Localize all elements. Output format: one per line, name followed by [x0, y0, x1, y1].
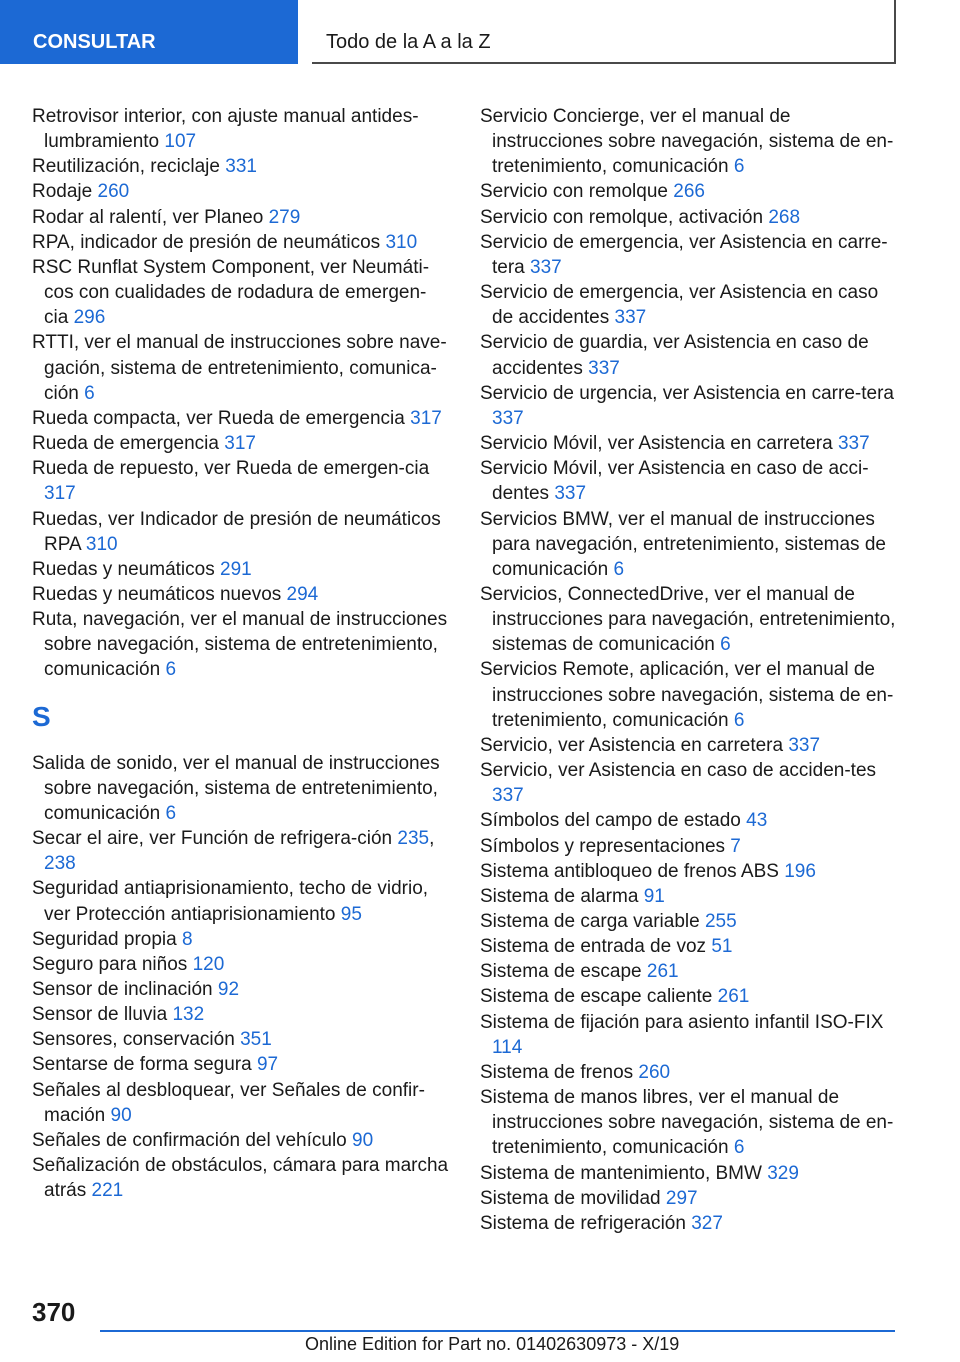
- index-entry: [32, 1153, 450, 1203]
- index-entry-text: Rodar al ralentí, ver Planeo: [32, 206, 264, 228]
- page-reference-link[interactable]: 327: [691, 1212, 723, 1234]
- index-entry-text: Señales al desbloquear, ver Señales de confir-mación: [32, 1079, 425, 1126]
- page-number: 370: [32, 1297, 76, 1327]
- index-column-left: [32, 104, 450, 1203]
- index-entry: [32, 1052, 450, 1077]
- index-entry: [32, 330, 450, 405]
- section-letter: S: [32, 700, 51, 732]
- index-entry-text: Servicios Remote, aplicación, ver el manual de instrucciones sobre navegación, sistema de en-tretenimiento, comunicación: [480, 659, 894, 731]
- index-entry-text: Señales de confirmación del vehículo: [32, 1129, 347, 1151]
- index-entry-text: Rueda de emergencia: [32, 433, 219, 455]
- index-entry: [32, 1128, 450, 1153]
- index-entry-text: Sistema de frenos: [480, 1061, 634, 1083]
- index-entry-text: Rueda compacta, ver Rueda de emergencia: [32, 407, 405, 429]
- index-entry-text: Servicio Móvil, ver Asistencia en carretera: [480, 433, 833, 455]
- index-entry: [480, 230, 898, 280]
- page-reference-link[interactable]: 291: [220, 558, 252, 580]
- index-entry: [480, 280, 898, 330]
- index-entry: [32, 977, 450, 1002]
- index-entry: [480, 381, 898, 431]
- index-entry-text: Ruedas, ver Indicador de presión de neumáticos RPA: [32, 508, 441, 555]
- index-entry: [32, 507, 450, 557]
- page-reference-link[interactable]: 266: [673, 181, 705, 203]
- index-entry: [480, 1085, 898, 1160]
- index-entry: [32, 582, 450, 607]
- page-reference-link[interactable]: 6: [613, 558, 625, 580]
- index-entry-text: Sistema de mantenimiento, BMW: [480, 1162, 762, 1184]
- index-entry: [32, 255, 450, 330]
- index-entry-text: Ruedas y neumáticos: [32, 558, 215, 580]
- page-reference-link[interactable]: 310: [85, 533, 118, 555]
- index-entry: [32, 927, 450, 952]
- index-entry: [480, 984, 898, 1009]
- index-entry: [32, 230, 450, 255]
- index-entry-text: Símbolos del campo de estado: [480, 810, 741, 832]
- index-entry: [480, 205, 898, 230]
- footer-divider: [100, 1330, 895, 1332]
- index-entry: [32, 406, 450, 431]
- index-entry: [32, 1078, 450, 1128]
- edition-footer: Online Edition for Part no. 01402630973 - X/19: [305, 1334, 680, 1354]
- index-entry-text: RSC Runflat System Component, ver Neumáti-cos con cualidades de rodadura de emergen-cia: [32, 256, 430, 329]
- index-entry-text: Sistema de carga variable: [480, 911, 700, 932]
- page-reference-link[interactable]: 337: [788, 734, 821, 756]
- page-reference-link[interactable]: 294: [286, 583, 319, 605]
- page-reference-link[interactable]: 337: [554, 483, 587, 505]
- index-column-right: [480, 104, 898, 1236]
- index-entry-text: Servicio, ver Asistencia en carretera: [480, 734, 784, 756]
- index-entry: [480, 431, 898, 456]
- index-entry: [480, 808, 898, 833]
- index-entry: [480, 1211, 898, 1236]
- index-entry: [480, 859, 898, 884]
- index-entry-text: Sistema de manos libres, ver el manual de instrucciones sobre navegación, sistema de en-tretenimiento, comunicación: [480, 1087, 894, 1159]
- page-reference-link[interactable]: 132: [172, 1004, 205, 1026]
- index-entry: [480, 1161, 898, 1186]
- index-entry: [32, 431, 450, 456]
- index-entry-text: Secar el aire, ver Función de refrigera-ción: [32, 828, 393, 850]
- index-entry: [480, 657, 898, 732]
- index-entry: [32, 104, 450, 154]
- page-reference-link[interactable]: 317: [410, 407, 442, 429]
- index-entry-text: Sistema de movilidad: [480, 1187, 661, 1209]
- index-entry-text: Ruedas y neumáticos nuevos: [32, 583, 282, 605]
- page-reference-link[interactable]: 51: [711, 936, 733, 958]
- index-entry: [480, 834, 898, 859]
- index-entry: [480, 909, 898, 934]
- index-entry-text: Ruta, navegación, ver el manual de instrucciones sobre navegación, sistema de entretenimiento, comunicación: [32, 609, 448, 681]
- page-header-title: Todo de la A a la Z: [312, 0, 896, 64]
- index-entry: [480, 330, 898, 380]
- page-reference-link[interactable]: 317: [44, 483, 76, 505]
- page-reference-link[interactable]: 351: [240, 1029, 272, 1051]
- index-entry-text: Sensor de lluvia: [32, 1004, 168, 1026]
- page-reference-link[interactable]: 6: [733, 156, 745, 178]
- page-reference-link[interactable]: 221: [91, 1180, 124, 1202]
- index-entry: [480, 884, 898, 909]
- page-reference-link[interactable]: 297: [665, 1187, 698, 1209]
- page-reference-link[interactable]: 337: [492, 407, 524, 429]
- page-reference-link[interactable]: 235: [397, 828, 430, 850]
- index-entry-text: Sensor de inclinación: [32, 979, 213, 1000]
- page-reference-link[interactable]: 43: [746, 810, 768, 832]
- index-entry-text: Servicio de urgencia, ver Asistencia en carre-tera: [480, 382, 894, 404]
- index-entry: [480, 733, 898, 758]
- page-reference-link[interactable]: 6: [733, 709, 745, 731]
- index-entry-text: Señalización de obstáculos, cámara para marcha atrás: [32, 1155, 449, 1202]
- index-entry: [480, 104, 898, 179]
- page-reference-link[interactable]: 8: [182, 928, 193, 950]
- index-entry: [32, 952, 450, 977]
- index-entry-text: Servicio, ver Asistencia en caso de acciden-tes: [480, 760, 877, 782]
- index-entry-text: Servicios BMW, ver el manual de instrucciones para navegación, entretenimiento, sistemas de comunicación: [480, 508, 886, 580]
- index-entry-text: Servicios, ConnectedDrive, ver el manual de instrucciones para navegación, entretenimiento, sistemas de comunicación: [480, 583, 896, 656]
- page-reference-link[interactable]: 337: [588, 357, 620, 379]
- index-entry-text: Sistema de alarma: [480, 885, 639, 907]
- page-reference-link[interactable]: 317: [224, 433, 256, 455]
- page-reference-link[interactable]: 90: [352, 1129, 374, 1151]
- page-reference-link[interactable]: 6: [84, 382, 95, 404]
- index-entry-text: Sistema de refrigeración: [480, 1212, 686, 1234]
- index-entry-text: Servicio de emergencia, ver Asistencia en caso de accidentes: [480, 282, 879, 329]
- page-reference-link[interactable]: 97: [256, 1054, 279, 1076]
- index-entry: [32, 179, 450, 204]
- index-entry: [32, 607, 450, 682]
- page-reference-link[interactable]: 255: [704, 911, 737, 932]
- index-entry-text: Sistema de fijación para asiento infantil ISO-FIX: [480, 1011, 884, 1033]
- page-reference-link[interactable]: 114: [492, 1036, 523, 1058]
- index-entry: [480, 1186, 898, 1211]
- index-entry: [480, 1010, 898, 1060]
- index-entry-text: Seguridad antiaprisionamiento, techo de vidrio, ver Protección antiaprisionamiento: [32, 878, 429, 925]
- page-reference-link[interactable]: 279: [268, 206, 301, 228]
- index-entry: [480, 758, 898, 808]
- index-entry: [480, 582, 898, 657]
- index-entry: [32, 456, 450, 506]
- page-reference-link[interactable]: 337: [614, 307, 647, 329]
- page-reference-link[interactable]: 95: [340, 903, 362, 925]
- index-entry-text: Sistema de escape caliente: [480, 986, 713, 1008]
- index-entry: [32, 876, 450, 926]
- index-entry: [480, 1060, 898, 1085]
- index-entry-text: Servicio de guardia, ver Asistencia en caso de accidentes: [480, 332, 869, 379]
- index-entry-text: Sistema antibloqueo de frenos ABS: [480, 860, 779, 882]
- page-reference-link[interactable]: 107: [164, 131, 197, 153]
- index-entry-text: Seguro para niños: [32, 953, 188, 975]
- index-entry: Secar el aire, ver Función de refrigera-ción 235, 238: [32, 828, 435, 875]
- page-reference-link[interactable]: 6: [165, 802, 177, 824]
- page-reference-link[interactable]: 261: [717, 986, 750, 1008]
- index-entry: [480, 179, 898, 204]
- index-entry: [32, 1027, 450, 1052]
- page-reference-link[interactable]: 6: [165, 659, 177, 681]
- index-entry-text: Sistema de entrada de voz: [480, 936, 707, 958]
- page-reference-link[interactable]: 260: [638, 1061, 671, 1083]
- page-reference-link[interactable]: 337: [530, 256, 562, 278]
- index-entry-text: RPA, indicador de presión de neumáticos: [32, 231, 381, 253]
- section-tab: CONSULTAR: [0, 0, 298, 64]
- page-reference-link[interactable]: 337: [492, 785, 524, 807]
- index-entry: [32, 205, 450, 230]
- index-entry-text: Servicio Móvil, ver Asistencia en caso de acci-dentes: [480, 458, 869, 505]
- index-entry: [32, 154, 450, 179]
- index-entry: [32, 557, 450, 582]
- page-reference-link[interactable]: 238: [44, 853, 76, 875]
- index-entry-text: Retrovisor interior, con ajuste manual antides-lumbramiento: [32, 106, 419, 153]
- page-reference-link[interactable]: 91: [643, 885, 665, 907]
- index-entry-text: Símbolos y representaciones: [480, 835, 726, 857]
- index-entry: [480, 934, 898, 959]
- page-reference-link[interactable]: 260: [97, 181, 130, 203]
- index-entry-text: Sentarse de forma segura: [32, 1054, 252, 1076]
- page-reference-link[interactable]: 296: [73, 307, 106, 329]
- page-reference-link[interactable]: 261: [646, 961, 679, 983]
- index-entry: [480, 959, 898, 984]
- index-entry-text: Seguridad propia: [32, 928, 177, 950]
- index-entry-text: Reutilización, reciclaje: [32, 156, 220, 178]
- page-reference-link[interactable]: 7: [730, 835, 741, 857]
- index-entry-text: Rueda de repuesto, ver Rueda de emergen-cia: [32, 458, 430, 480]
- index-entry: [480, 507, 898, 582]
- page-reference-link[interactable]: 268: [768, 206, 801, 228]
- index-entry-text: Sensores, conservación: [32, 1029, 235, 1051]
- index-entry-text: Servicio de emergencia, ver Asistencia en carre-tera: [480, 231, 888, 278]
- page-reference-link[interactable]: 6: [720, 634, 731, 656]
- page-reference-link[interactable]: 92: [217, 979, 240, 1000]
- index-entry-text: Sistema de escape: [480, 961, 642, 983]
- page-reference-link[interactable]: 120: [192, 953, 225, 975]
- index-entry-text: Servicio con remolque: [480, 181, 668, 203]
- page-reference-link[interactable]: 6: [733, 1137, 745, 1159]
- index-entry-text: Servicio Concierge, ver el manual de instrucciones sobre navegación, sistema de en-tretenimiento, comunicación: [480, 106, 894, 178]
- page-reference-link[interactable]: 337: [837, 433, 870, 455]
- index-entry: [32, 751, 450, 826]
- index-entry-text: Rodaje: [32, 181, 93, 203]
- page-reference-link[interactable]: 196: [784, 860, 816, 882]
- page-reference-link[interactable]: 329: [767, 1162, 799, 1184]
- page-reference-link[interactable]: 331: [225, 156, 257, 178]
- index-entry-text: Salida de sonido, ver el manual de instrucciones sobre navegación, sistema de entretenimiento, comunicación: [32, 752, 440, 824]
- index-entry-text: Servicio con remolque, activación: [480, 206, 764, 228]
- index-entry-text: RTTI, ver el manual de instrucciones sobre nave-gación, sistema de entretenimiento, comunica-ción: [32, 332, 447, 404]
- index-entry: [480, 456, 898, 506]
- page-reference-link[interactable]: 90: [110, 1104, 132, 1126]
- index-entry: [32, 1002, 450, 1027]
- page-reference-link[interactable]: 310: [385, 231, 418, 253]
